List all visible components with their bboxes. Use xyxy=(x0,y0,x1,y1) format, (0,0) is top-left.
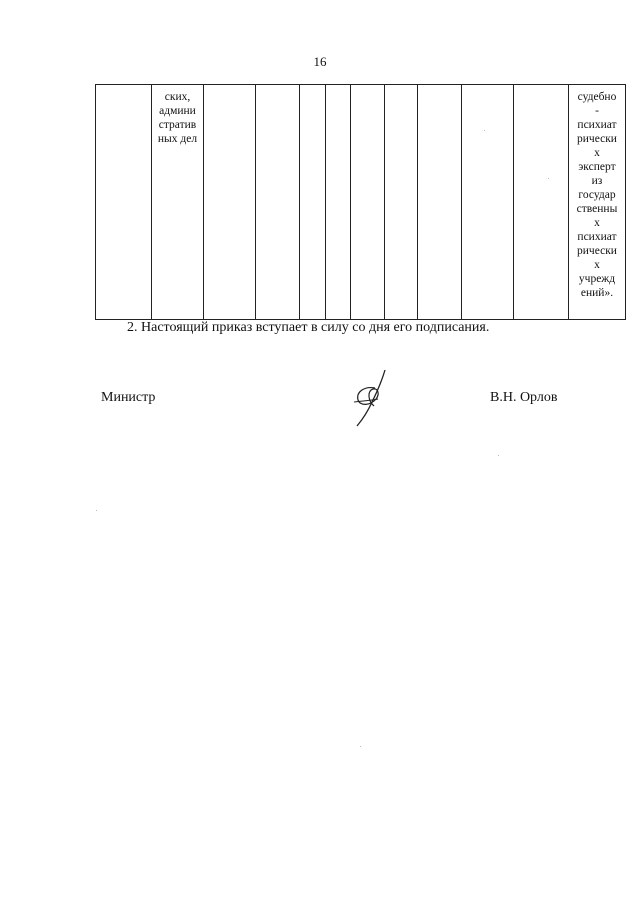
signatory-name: В.Н. Орлов xyxy=(490,390,558,405)
table-cell-text: судебно - психиат рически х эксперт из государ ственны х психиат рически х учрежд ений». xyxy=(576,91,618,299)
table-cell xyxy=(204,85,256,320)
table-cell xyxy=(462,85,514,320)
scan-speck xyxy=(360,746,361,747)
page-number: 16 xyxy=(313,54,327,69)
table-cell xyxy=(96,85,152,320)
table-cell-text: ских, админи стратив ных дел xyxy=(157,91,198,145)
table-cell xyxy=(385,85,418,320)
table-cell xyxy=(256,85,300,320)
scan-speck xyxy=(484,130,485,131)
scan-speck xyxy=(96,510,97,511)
table-cell-expertise xyxy=(569,85,626,320)
handwritten-signature xyxy=(342,368,392,430)
table-cell-agencies xyxy=(152,85,204,320)
paragraph-2: 2. Настоящий приказ вступает в силу со дня его подписания. xyxy=(127,320,490,335)
scan-speck xyxy=(498,455,499,456)
table-cell xyxy=(418,85,462,320)
continuation-table xyxy=(95,84,626,320)
table-cell xyxy=(514,85,569,320)
table-cell xyxy=(351,85,385,320)
table-cell xyxy=(300,85,326,320)
table-cell xyxy=(326,85,351,320)
scan-speck xyxy=(548,178,549,179)
signatory-title: Министр xyxy=(101,390,156,405)
